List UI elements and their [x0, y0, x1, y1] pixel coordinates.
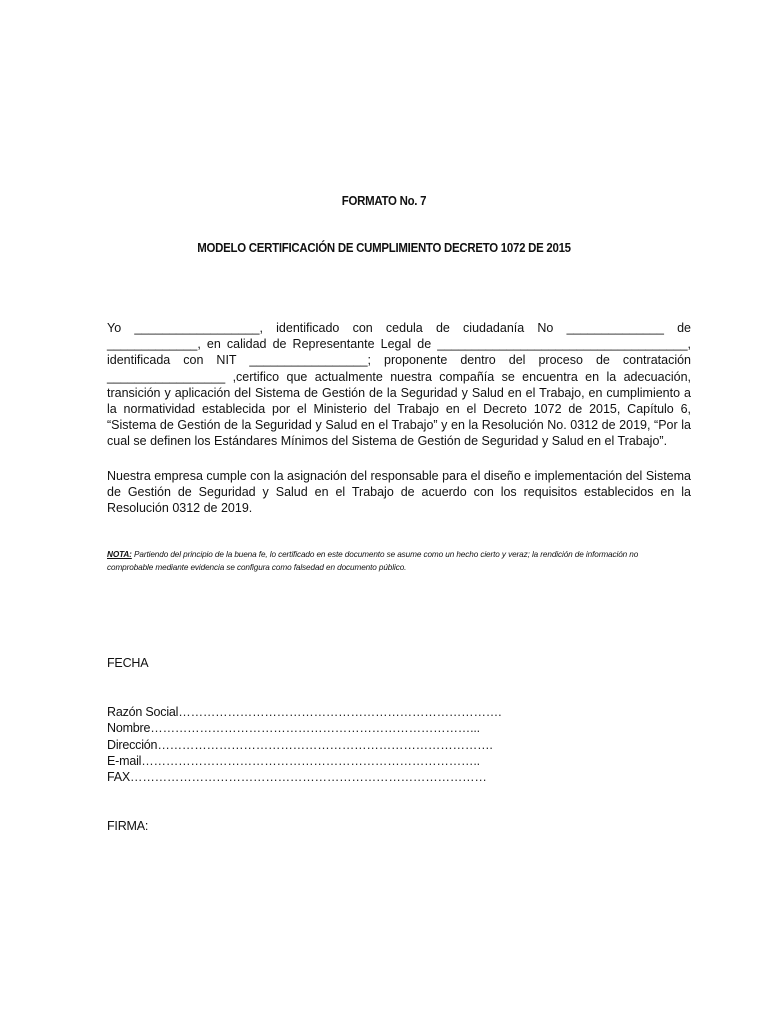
- nombre-field: [107, 721, 480, 735]
- razon-social-dots: …………………………………………………………………….: [178, 705, 502, 719]
- fecha-label: FECHA: [107, 656, 149, 670]
- direccion-dots: ……………………………………………………………………….: [157, 738, 493, 752]
- email-dots: ………………………………………………………………………..: [141, 754, 480, 768]
- legal-note: [107, 548, 667, 574]
- email-field: [107, 754, 480, 768]
- direccion-field: [107, 738, 493, 752]
- fax-dots: ……………………………………………………………………………: [130, 770, 487, 784]
- fax-label: FAX: [107, 770, 131, 784]
- nombre-dots: ……………………………………………………………………...: [150, 721, 480, 735]
- direccion-label: Dirección: [107, 738, 158, 752]
- razon-social-field: [107, 705, 501, 719]
- firma-label: FIRMA:: [107, 819, 149, 833]
- note-text: Partiendo del principio de la buena fe, lo certificado en este documento se asume como un hecho cierto y veraz; la rendición de información no comprobable mediante evidencia se configura como falsedad en documento público.: [107, 550, 639, 572]
- certification-paragraph: Yo __________________, identificado con cedula de ciudadanía No ______________ de _____________, en calidad de Representante Legal de ____________________________________, identificada con NIT _________________; proponente dentro del proceso de contratación _________________ ,certifico que actualmente nuestra compañía se encuentra en la adecuación, transición y aplicación del Sistema de Gestión de la Seguridad y Salud en el Trabajo, en cumplimiento a la normatividad establecida por el Ministerio del Trabajo en el Decreto 1072 de 2015, Capítulo 6, “Sistema de Gestión de la Seguridad y Salud en el Trabajo” y en la Resolución No. 0312 de 2019, “Por la cual se definen los Estándares Mínimos del Sistema de Gestión de Seguridad y Salud en el Trabajo”.: [107, 321, 691, 449]
- document-subtitle: MODELO CERTIFICACIÓN DE CUMPLIMIENTO DECRETO 1072 DE 2015: [197, 240, 571, 255]
- nombre-label: Nombre: [107, 721, 151, 735]
- razon-social-label: Razón Social: [107, 705, 179, 719]
- note-label: NOTA:: [107, 550, 132, 559]
- responsible-paragraph: Nuestra empresa cumple con la asignación del responsable para el diseño e implementación del Sistema de Gestión de Seguridad y Salud en el Trabajo de acuerdo con los requisitos establecidos en la Resolución 0312 de 2019.: [107, 469, 691, 516]
- document-title: FORMATO No. 7: [341, 193, 427, 208]
- fax-field: [107, 770, 487, 784]
- email-label: E-mail: [107, 754, 142, 768]
